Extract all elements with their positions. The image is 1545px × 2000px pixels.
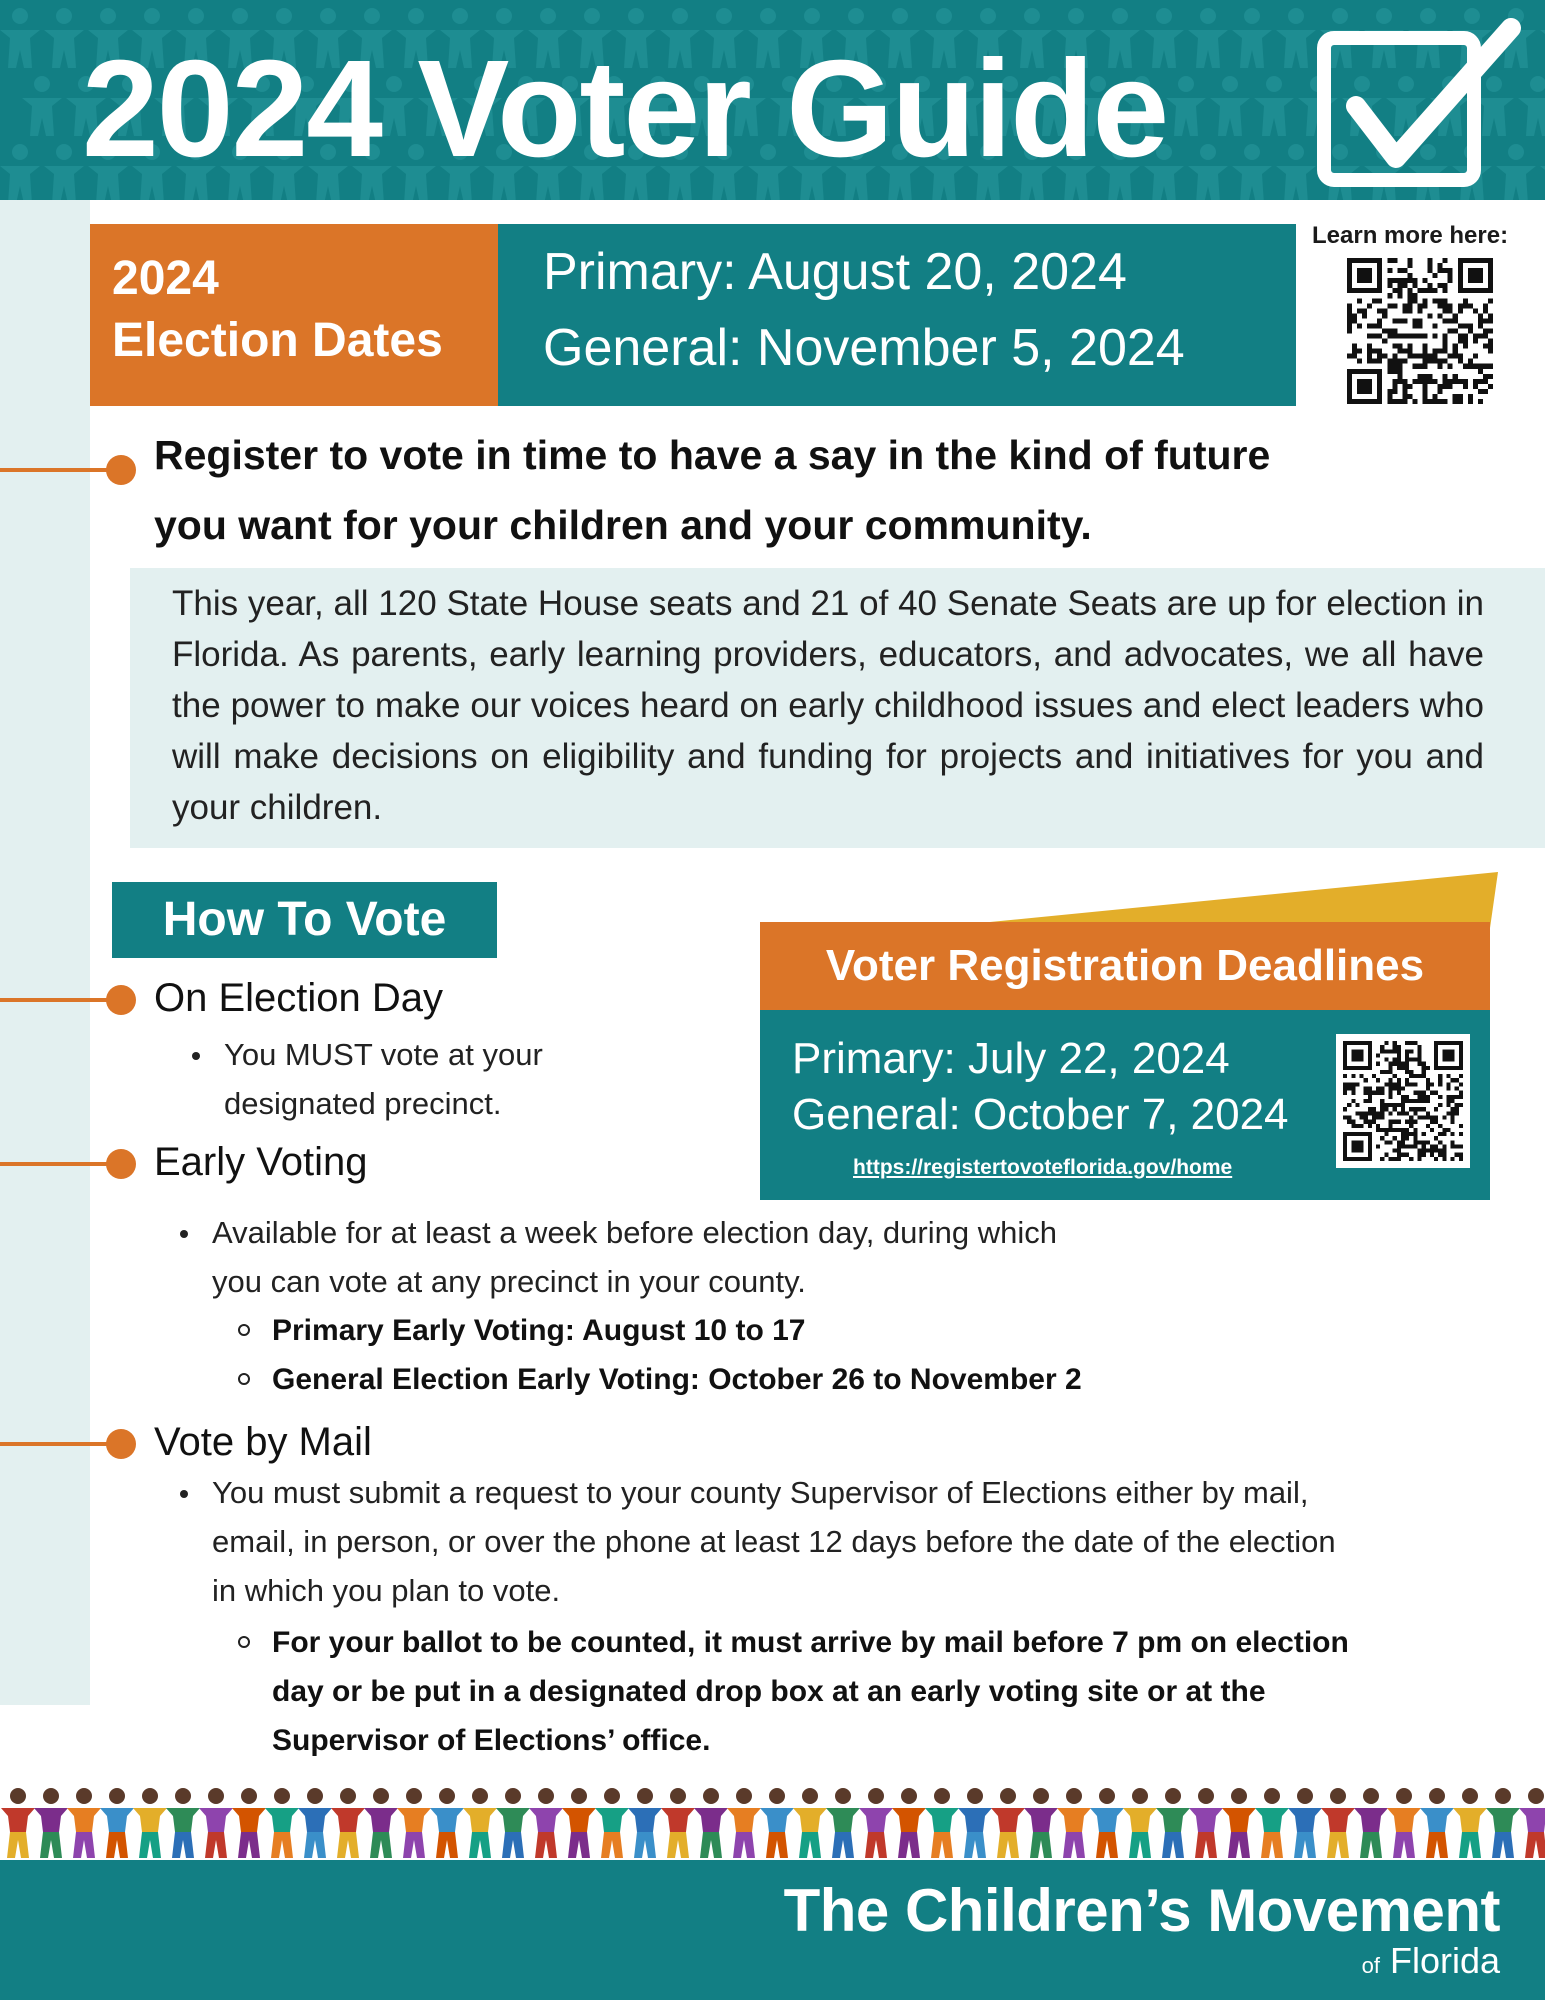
paper-person-figure [298,1788,332,1858]
paper-person-figure [364,1788,398,1858]
vote-by-mail-text [212,1468,1512,1615]
paper-person-figure [1453,1788,1487,1858]
ballot-counted-note [272,1618,1522,1765]
register-headline [154,420,1494,560]
header-banner [0,0,1545,200]
paper-person-figure [199,1788,233,1858]
info-paragraph: This year, all 120 State House seats and 21 of 40 Senate Seats are up for election in Florida. As parents, early learning providers, educators, and advocates, we all have the power to make our voices heard on early childhood issues and elect leaders who will make decisions on eligibility and funding for projects and initiatives for you and your children. [172,584,1484,827]
paper-person-figure [34,1788,68,1858]
paper-person-figure [793,1788,827,1858]
paper-person-figure [628,1788,662,1858]
paper-person-figure [331,1788,365,1858]
vote-by-mail-line2: email, in person, or over the phone at least 12 days before the date of the election [212,1524,1336,1559]
paper-person-figure [1057,1788,1091,1858]
paper-person-figure [1486,1788,1520,1858]
paper-person-figure [1,1788,35,1858]
paper-person-figure [562,1788,596,1858]
bullet-circle [238,1373,250,1385]
paper-person-figure [661,1788,695,1858]
qr-code-registration[interactable] [1343,1041,1463,1161]
register-to-vote-link[interactable]: https://registertovoteflorida.gov/home [853,1156,1233,1179]
bullet-circle [238,1636,250,1648]
timeline-connector [0,1442,120,1446]
paper-person-figure [694,1788,728,1858]
paper-person-figure [1156,1788,1190,1858]
bullet-disc [180,1490,188,1498]
bullet-circle [238,1324,250,1336]
bullet-disc [180,1230,188,1238]
timeline-dot [106,1429,136,1459]
general-early-voting: General Election Early Voting: October 26 to November 2 [272,1363,1082,1396]
paper-person-figure [463,1788,497,1858]
paper-person-figure [991,1788,1025,1858]
vote-by-mail-line3: in which you plan to vote. [212,1573,561,1608]
paper-person-figure [925,1788,959,1858]
ballot-note-line1: For your ballot to be counted, it must arrive by mail before 7 pm on election [272,1626,1349,1659]
paper-person-figure [826,1788,860,1858]
paper-person-figure [529,1788,563,1858]
paper-person-figure [496,1788,530,1858]
paper-person-figure [892,1788,926,1858]
paper-person-figure [859,1788,893,1858]
qr-learn-label: Learn more here: [1312,222,1509,249]
timeline-connector [0,998,120,1002]
election-day-heading: On Election Day [154,976,444,1020]
election-day-text [224,1030,664,1128]
people-holding-hands-illustration [0,1782,1545,1862]
election-dates-year: 2024 [112,252,219,305]
paper-person-figure [1354,1788,1388,1858]
timeline-connector [0,468,120,472]
election-day-line1: You MUST vote at your [224,1037,543,1072]
qr-code-learn-more[interactable] [1347,258,1493,404]
paper-person-figure [1288,1788,1322,1858]
election-dates-label [112,248,492,372]
org-state [1362,1940,1500,1982]
paper-person-figure [1189,1788,1223,1858]
paper-person-figure [166,1788,200,1858]
primary-election-date: Primary: August 20, 2024 [543,243,1127,301]
paper-person-figure [1090,1788,1124,1858]
primary-registration-deadline: Primary: July 22, 2024 [792,1034,1230,1083]
early-voting-heading: Early Voting [154,1140,368,1184]
register-headline-line1: Register to vote in time to have a say in the kind of future [154,432,1271,478]
timeline-connector [0,1162,120,1166]
general-election-date: General: November 5, 2024 [543,319,1185,377]
org-name: The Children’s Movement [783,1877,1500,1944]
early-voting-text [212,1208,1212,1306]
vote-by-mail-line1: You must submit a request to your county Supervisor of Elections either by mail, [212,1475,1309,1510]
early-voting-line1: Available for at least a week before election day, during which [212,1215,1057,1250]
page-title: 2024 Voter Guide [82,32,1168,186]
register-headline-line2: you want for your children and your community. [154,502,1092,548]
election-day-line2: designated precinct. [224,1086,502,1121]
bullet-disc [192,1052,200,1060]
paper-person-figure [727,1788,761,1858]
early-voting-line2: you can vote at any precinct in your county. [212,1264,806,1299]
election-dates-title: Election Dates [112,314,443,367]
primary-early-voting: Primary Early Voting: August 10 to 17 [272,1314,806,1347]
ballot-note-line3: Supervisor of Elections’ office. [272,1724,711,1757]
paper-person-figure [1519,1788,1545,1858]
paper-person-figure [760,1788,794,1858]
how-to-vote-heading: How To Vote [112,882,497,958]
general-registration-deadline: General: October 7, 2024 [792,1090,1289,1139]
paper-person-figure [595,1788,629,1858]
paper-person-figure [133,1788,167,1858]
paper-person-figure [1321,1788,1355,1858]
paper-person-figure [100,1788,134,1858]
vote-by-mail-heading: Vote by Mail [154,1420,372,1464]
left-rail [0,200,90,1705]
timeline-dot [106,455,136,485]
timeline-dot [106,985,136,1015]
paper-person-figure [1420,1788,1454,1858]
paper-person-figure [430,1788,464,1858]
paper-person-figure [1024,1788,1058,1858]
paper-person-figure [1255,1788,1289,1858]
timeline-dot [106,1149,136,1179]
paper-person-figure [265,1788,299,1858]
paper-person-figure [397,1788,431,1858]
org-of: of [1361,1953,1380,1978]
paper-person-figure [1387,1788,1421,1858]
paper-person-figure [1123,1788,1157,1858]
paper-person-figure [232,1788,266,1858]
paper-person-figure [958,1788,992,1858]
registration-deadlines-title: Voter Registration Deadlines [760,922,1490,1010]
checkmark-box-icon [1316,18,1526,188]
paper-person-figure [67,1788,101,1858]
paper-person-figure [1222,1788,1256,1858]
org-state-name: Florida [1389,1940,1500,1981]
ballot-note-line2: day or be put in a designated drop box at an early voting site or at the [272,1675,1266,1708]
